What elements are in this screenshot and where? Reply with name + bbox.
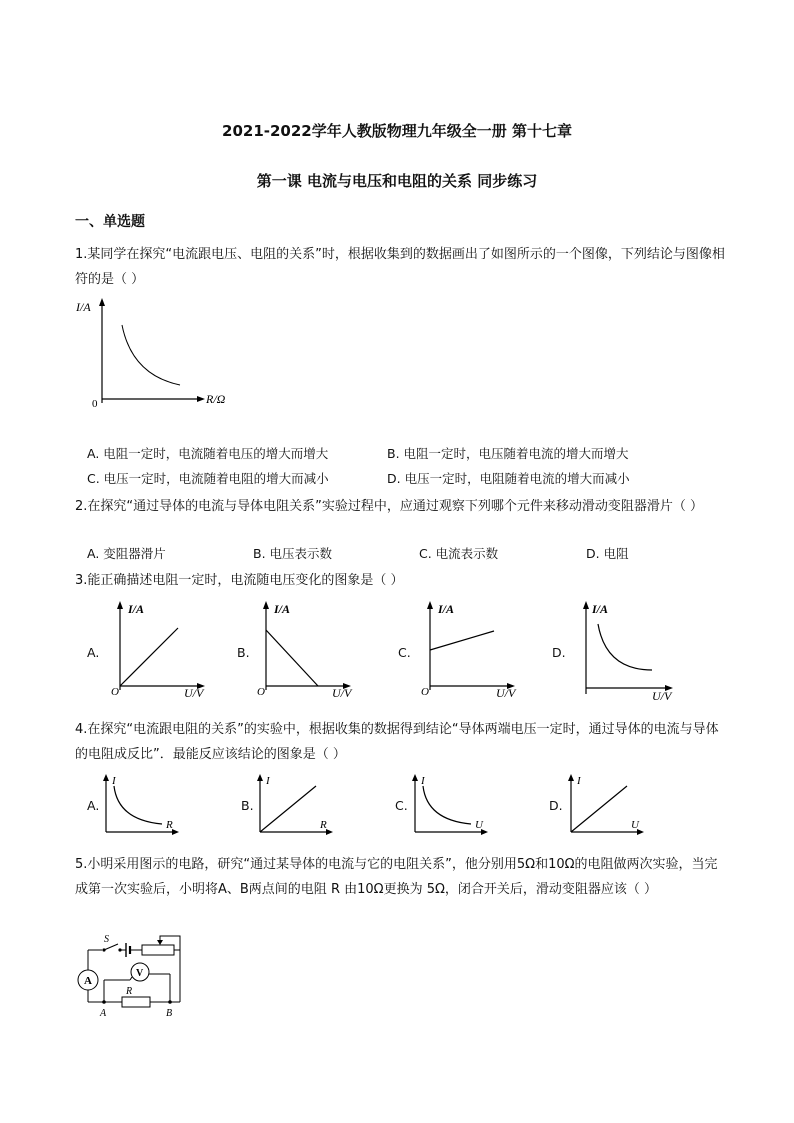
- q4-label-a[interactable]: A.: [87, 798, 100, 813]
- q2-option-c[interactable]: C. 电流表示数: [419, 546, 499, 561]
- q4-stem: 4.在探究“电流跟电阻的关系”的实验中，根据收集的数据得到结论“导体两端电压一定时，通过导体的电流与导体的电阻成反比”．最能反应该结论的图象是（ ）: [75, 722, 719, 762]
- document-subtitle: 第一课 电流与电压和电阻的关系 同步练习: [256, 172, 538, 190]
- q1-x-axis-label: R/Ω: [206, 392, 226, 406]
- q1-graph: [76, 295, 240, 410]
- q5-stem: 5.小明采用图示的电路，研究“通过某导体的电流与它的电阻关系”，他分别用5Ω和10Ω的电阻做两次实验，当完成第一次实验后，小明将A、B两点间的电阻 R 由10Ω更换为 5Ω，闭合开关后，滑动变阻器应该（ ）: [75, 857, 718, 897]
- q4a-y-label: I: [112, 775, 116, 787]
- q1-y-axis-label: I/A: [76, 300, 91, 314]
- q3a-x-label: U/V: [184, 686, 204, 700]
- q3-graph-c[interactable]: [410, 598, 520, 702]
- q3-label-a[interactable]: A.: [87, 645, 100, 660]
- q4-graph-c[interactable]: [409, 772, 491, 838]
- q4-graph-a[interactable]: [100, 772, 182, 838]
- q1-option-d[interactable]: D. 电压一定时，电阻随着电流的增大而减小: [387, 471, 630, 486]
- q3b-y-label: I/A: [274, 602, 291, 616]
- q3-label-b[interactable]: B.: [237, 645, 250, 660]
- q4d-y-label: I: [577, 775, 581, 787]
- q5-circuit-diagram: [74, 932, 194, 1018]
- q4d-x-label: U: [631, 819, 639, 831]
- q3c-origin: O: [421, 686, 429, 698]
- q3-graph-b[interactable]: [246, 598, 356, 702]
- q2-option-d[interactable]: D. 电阻: [586, 546, 629, 561]
- q3a-y-label: I/A: [128, 602, 145, 616]
- q1-option-b[interactable]: B. 电阻一定时，电压随着电流的增大而增大: [387, 446, 629, 461]
- q5-ammeter-label: A: [84, 975, 92, 987]
- q4-label-b[interactable]: B.: [241, 798, 254, 813]
- q4b-x-label: R: [320, 819, 327, 831]
- q2-stem: 2.在探究“通过导体的电流与导体电阻关系”实验过程中，应通过观察下列哪个元件来移动滑动变阻器滑片（ ）: [75, 499, 704, 514]
- q1-option-a[interactable]: A. 电阻一定时，电流随着电压的增大而增大: [87, 446, 329, 461]
- q1-origin-label: 0: [92, 398, 98, 410]
- q1-stem: 1.某同学在探究“电流跟电压、电阻的关系”时，根据收集到的数据画出了如图所示的一个图像，下列结论与图像相符的是（ ）: [75, 247, 725, 287]
- q4-label-d[interactable]: D.: [549, 798, 563, 813]
- q4-label-c[interactable]: C.: [395, 798, 408, 813]
- q4c-x-label: U: [475, 819, 483, 831]
- q3-label-c[interactable]: C.: [398, 645, 411, 660]
- q4a-x-label: R: [166, 819, 173, 831]
- q5-resistor-label: R: [126, 986, 133, 997]
- q1-option-c[interactable]: C. 电压一定时，电流随着电阻的增大而减小: [87, 471, 329, 486]
- q3c-x-label: U/V: [496, 686, 516, 700]
- document-title: 2021-2022学年人教版物理九年级全一册 第十七章: [222, 122, 572, 140]
- q5-voltmeter-label: V: [136, 968, 144, 979]
- q4-graph-b[interactable]: [254, 772, 336, 838]
- q5-switch-label: S: [104, 934, 109, 945]
- q5-point-b: B: [166, 1008, 173, 1019]
- q3-label-d[interactable]: D.: [552, 645, 566, 660]
- q4-graph-d[interactable]: [565, 772, 647, 838]
- q3d-y-label: I/A: [592, 602, 609, 616]
- q3b-x-label: U/V: [332, 686, 352, 700]
- q3-graph-a[interactable]: [100, 598, 210, 702]
- q3-stem: 3.能正确描述电阻一定时，电流随电压变化的图象是（ ）: [75, 573, 404, 588]
- q2-option-b[interactable]: B. 电压表示数: [253, 546, 333, 561]
- q4b-y-label: I: [266, 775, 270, 787]
- q3a-origin: O: [111, 686, 119, 698]
- section-title: 一、单选题: [75, 214, 145, 230]
- q2-option-a[interactable]: A. 变阻器滑片: [87, 546, 166, 561]
- q5-point-a: A: [100, 1008, 107, 1019]
- q3b-origin: O: [257, 686, 265, 698]
- q4c-y-label: I: [421, 775, 425, 787]
- q3-graph-d[interactable]: [568, 598, 680, 706]
- q3d-x-label: U/V: [652, 689, 672, 703]
- q3c-y-label: I/A: [438, 602, 455, 616]
